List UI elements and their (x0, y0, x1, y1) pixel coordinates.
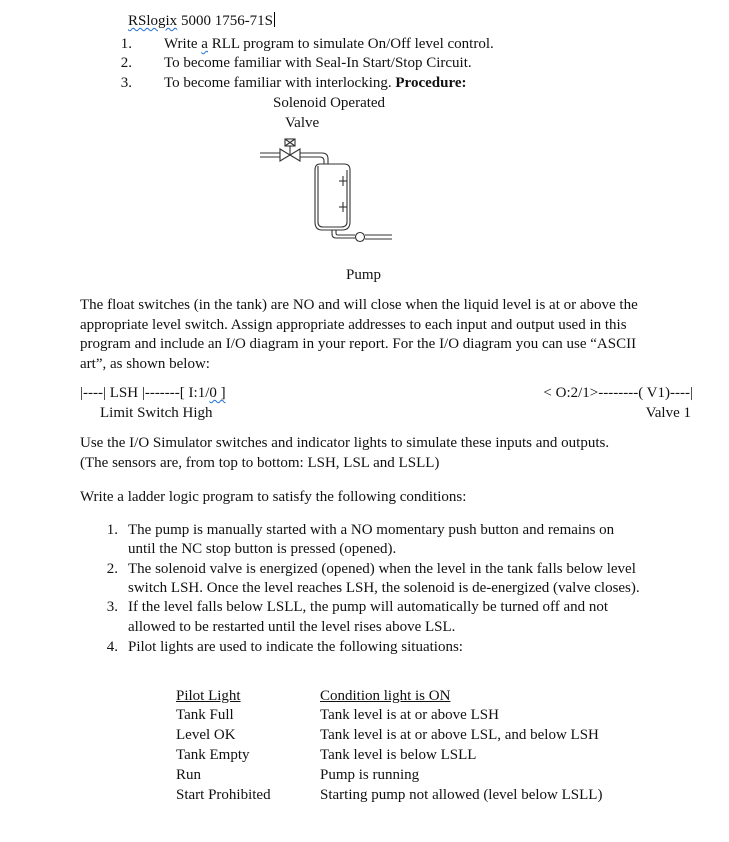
io-example-left-label: Limit Switch High (100, 405, 213, 421)
pilot-light-condition: Starting pump not allowed (level below LSLL) (320, 787, 603, 803)
condition-number: 4. (106, 639, 118, 655)
level-switch-lsl-icon (339, 202, 347, 212)
condition-number: 2. (106, 561, 118, 577)
title-prefix: RSlogix (128, 13, 178, 29)
inlet-pipe-to-tank-inner (300, 157, 324, 164)
condition-number: 1. (106, 522, 118, 538)
io-left-rung-flagged: 0 ] (209, 385, 226, 401)
text-cursor (274, 12, 275, 27)
condition-line: If the level falls below LSLL, the pump will automatically be turned off and not (128, 599, 609, 615)
condition-line: allowed to be restarted until the level rises above LSL. (128, 619, 456, 635)
ladder-intro: Write a ladder logic program to satisfy the following conditions: (80, 489, 467, 505)
io-example-left-rung (80, 384, 226, 404)
procedure-heading: Procedure: (395, 75, 467, 91)
objective-text-flagged: a (201, 36, 208, 52)
pilot-light-condition: Tank level is at or above LSH (320, 707, 499, 723)
condition-line: Pilot lights are used to indicate the following situations: (128, 639, 463, 655)
condition-line: The pump is manually started with a NO momentary push button and remains on (128, 522, 615, 538)
paragraph-line: appropriate level switch. Assign appropriate addresses to each input and output used in this (80, 316, 627, 333)
io-left-rung-text: |----| LSH |-------[ I:1/ (80, 385, 210, 401)
title-suffix: 5000 1756-71S (177, 13, 274, 29)
tank-vessel-inner (318, 166, 347, 227)
io-example-right-rung: < O:2/1>--------( V1)----| (543, 385, 693, 401)
condition-line: until the NC stop button is pressed (opened). (128, 541, 397, 557)
pilot-light-header: Pilot Light (176, 688, 241, 704)
objective-number: 1. (120, 36, 132, 52)
pilot-light-name: Start Prohibited (176, 787, 271, 803)
objective-number: 2. (120, 55, 132, 71)
io-example-right-label: Valve 1 (645, 405, 691, 421)
objective-number: 3. (120, 75, 132, 91)
paragraph-line: program and include an I/O diagram in your report. For the I/O diagram you can use “ASCII (80, 336, 637, 352)
pilot-light-name: Tank Full (176, 707, 234, 723)
objective-text-post: RLL program to simulate On/Off level control. (207, 36, 494, 52)
condition-line: switch LSH. Once the level reaches LSH, the solenoid is de-energized (valve closes). (128, 580, 640, 596)
condition-line: The solenoid valve is energized (opened) when the level in the tank falls below level (128, 561, 636, 577)
pump-label: Pump (346, 267, 382, 283)
objective-text-pre: Write (164, 36, 202, 52)
pilot-light-name: Tank Empty (176, 747, 250, 763)
level-switch-lsh-icon (339, 176, 347, 186)
float-switch-paragraph (80, 296, 700, 374)
valve-label-line1: Solenoid Operated (273, 95, 386, 111)
simulator-paragraph (80, 434, 700, 473)
pilot-light-condition: Pump is running (320, 767, 420, 783)
pilot-light-name: Level OK (176, 727, 236, 743)
paragraph-line: (The sensors are, from top to bottom: LSH, LSL and LSLL) (80, 454, 440, 471)
objective-text-pre: To become familiar with interlocking. (164, 75, 396, 91)
condition-header: Condition light is ON (320, 688, 451, 704)
tank-diagram (250, 134, 400, 249)
objective-text: To become familiar with Seal-In Start/Stop Circuit. (164, 55, 472, 71)
pilot-light-name: Run (176, 767, 202, 783)
pump-icon (356, 233, 393, 242)
outlet-pipe-inner (336, 230, 355, 235)
paragraph-line: The float switches (in the tank) are NO and will close when the liquid level is at or above the (80, 297, 638, 313)
solenoid-valve-icon (280, 139, 300, 161)
objective-text (164, 35, 494, 55)
tank-vessel (315, 164, 350, 230)
condition-number: 3. (106, 599, 118, 615)
document-title (128, 12, 275, 32)
pilot-light-condition: Tank level is at or above LSL, and below LSH (320, 727, 599, 743)
objective-text (164, 74, 466, 94)
paragraph-line: Use the I/O Simulator switches and indicator lights to simulate these inputs and outputs. (80, 435, 610, 451)
pilot-light-condition: Tank level is below LSLL (320, 747, 477, 763)
paragraph-line: art”, as shown below: (80, 355, 210, 372)
valve-label-line2: Valve (285, 115, 320, 131)
